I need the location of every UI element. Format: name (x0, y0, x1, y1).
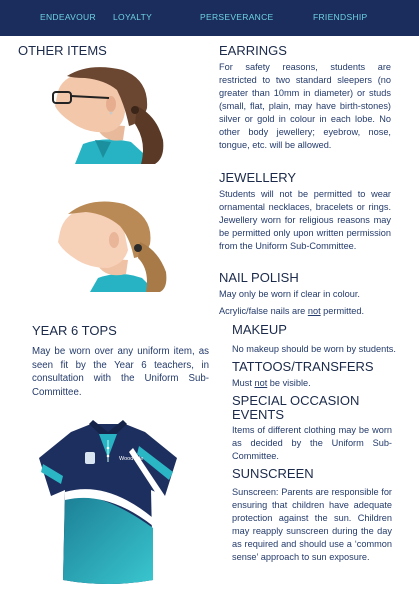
makeup-heading: MAKEUP (232, 322, 287, 337)
jewellery-heading: JEWELLERY (219, 170, 297, 185)
nav-value-perseverance: PERSEVERANCE (200, 12, 274, 22)
year6-top-image (37, 418, 179, 586)
makeup-text: No makeup should be worn by students. (232, 344, 396, 354)
earrings-example-photo (45, 62, 173, 164)
tattoos-heading: TATTOOS/TRANSFERS (232, 359, 374, 374)
earrings-heading: EARRINGS (219, 43, 287, 58)
year6-text: May be worn over any uniform item, as seen fit by the Year 6 teachers, in consultation with the Uniform Sub-Committee. (32, 346, 209, 398)
nail-polish-heading: NAIL POLISH (219, 270, 299, 285)
other-items-heading: OTHER ITEMS (18, 43, 107, 58)
year6-heading: YEAR 6 TOPS (32, 323, 117, 338)
nail-polish-not: not (307, 306, 321, 316)
nail-polish-text-2: Acrylic/false nails are not permitted. (219, 306, 365, 316)
jewellery-example-photo (50, 198, 172, 292)
jewellery-text: Students will not be permitted to wear ornamental necklaces, bracelets or rings. Jewellery worn for religious reasons may be permitted only upon written permission from the Uniform Sub-Committee. (219, 189, 391, 251)
nav-value-friendship: FRIENDSHIP (313, 12, 368, 22)
sunscreen-text: Sunscreen: Parents are responsible for ensuring that children have adequate protection against the sun. Children may reapply sunscreen during the day as required and should use a ‘common sense’ approach to sun exposure. (232, 487, 392, 562)
special-heading: SPECIAL OCCASION EVENTS (232, 393, 360, 422)
nav-value-loyalty: LOYALTY (113, 12, 153, 22)
tattoos-text: Must not be visible. (232, 378, 311, 388)
shirt-logo-text: Woodvale (119, 456, 144, 462)
sunscreen-heading: SUNSCREEN (232, 466, 314, 481)
nail-polish-text-1: May only be worn if clear in colour. (219, 289, 360, 299)
top-banner (0, 0, 419, 36)
nav-value-endeavour: ENDEAVOUR (40, 12, 96, 22)
tattoos-not: not (254, 378, 268, 388)
earrings-text: For safety reasons, students are restricted to two standard sleepers (no greater than 10mm in diameter) or studs (small, flat, plain, may have birth-stones) silver or gold in colour in each lobe. No other body jewellery; eyebrow, nose, tongue, etc. will be allowed. (219, 62, 391, 150)
special-text: Items of different clothing may be worn as decided by the Uniform Sub- Committee. (232, 425, 392, 461)
